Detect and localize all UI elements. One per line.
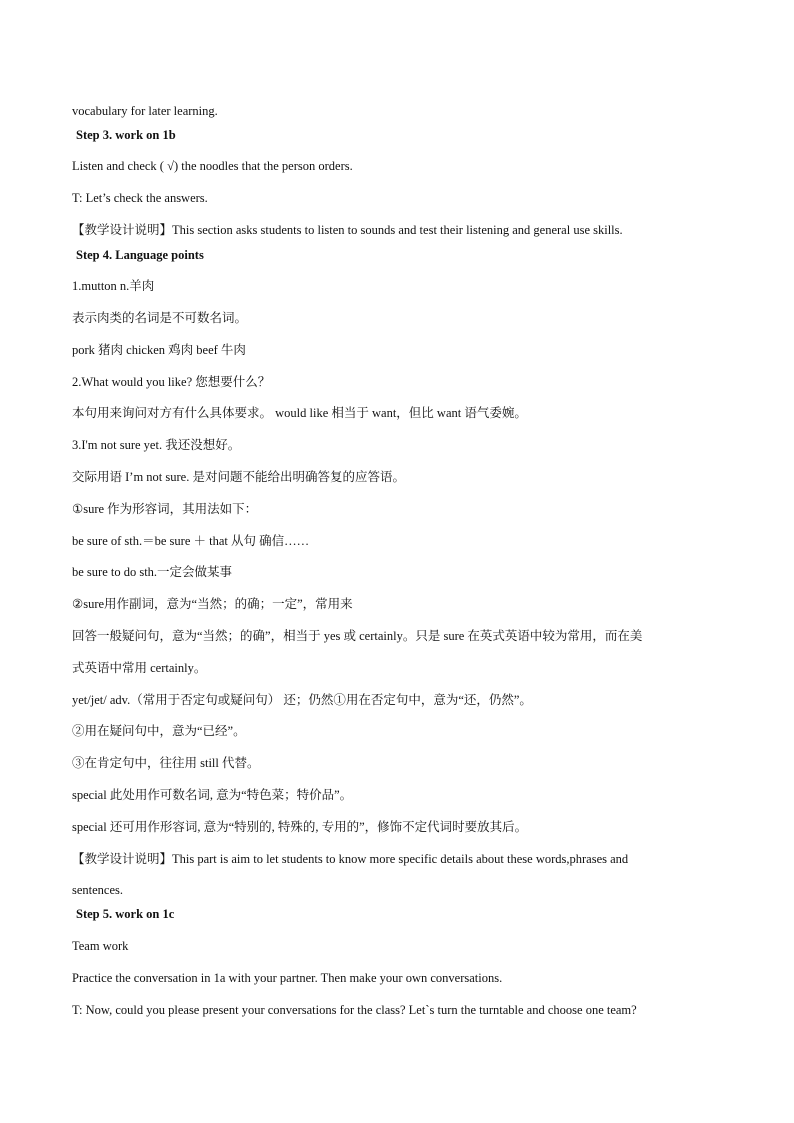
text-line: ②sure用作副词，意为“当然；的确；一定”，常用来 [72, 597, 353, 611]
text-line: ③在肯定句中，往往用 still 代替。 [72, 756, 260, 770]
text-line: ①sure 作为形容词，其用法如下： [72, 502, 258, 516]
text-line: be sure of sth.＝be sure ＋ that 从句 确信…… [72, 534, 310, 548]
text-line: T: Let’s check the answers. [72, 191, 208, 205]
section-heading: Step 4. Language points [76, 248, 204, 262]
text-line: special 此处用作可数名词, 意为“特色菜；特价品”。 [72, 788, 353, 802]
text-line: pork 猪肉 chicken 鸡肉 beef 牛肉 [72, 343, 246, 357]
text-line: special 还可用作形容词, 意为“特别的, 特殊的, 专用的”，修饰不定代词时要放其后。 [72, 820, 528, 834]
text-line: 表示肉类的名词是不可数名词。 [72, 311, 248, 325]
design-note: 【教学设计说明】This part is aim to let students to know more specific details about these words,phrases and [72, 852, 629, 866]
text-line: Practice the conversation in 1a with your partner. Then make your own conversations. [72, 971, 503, 985]
text-line: ②用在疑问句中，意为“已经”。 [72, 724, 246, 738]
text-line: Listen and check ( √) the noodles that the person orders. [72, 159, 353, 173]
section-heading: Step 5. work on 1c [76, 907, 175, 921]
text-line: sentences. [72, 883, 124, 897]
text-line: 2.What would you like? 您想要什么？ [72, 375, 271, 389]
section-heading: Step 3. work on 1b [76, 128, 176, 142]
text-line: 3.I'm not sure yet. 我还没想好。 [72, 438, 241, 452]
text-line: T: Now, could you please present your conversations for the class? Let`s turn the turntable and choose one team? [72, 1003, 637, 1017]
text-line: 式英语中常用 certainly。 [72, 661, 207, 675]
text-line: yet/jet/ adv.（常用于否定句或疑问句） 还；仍然①用在否定句中，意为“还，仍然”。 [72, 693, 532, 707]
text-line: 回答一般疑问句，意为“当然；的确”，相当于 yes 或 certainly。只是 sure 在英式英语中较为常用，而在美 [72, 629, 643, 643]
text-line: 交际用语 I’m not sure. 是对问题不能给出明确答复的应答语。 [72, 470, 405, 484]
text-line: 1.mutton n.羊肉 [72, 279, 155, 293]
text-line: vocabulary for later learning. [72, 104, 218, 118]
text-line: Team work [72, 939, 129, 953]
design-note: 【教学设计说明】This section asks students to listen to sounds and test their listening and general use skills. [72, 223, 623, 237]
text-line: be sure to do sth.一定会做某事 [72, 565, 233, 579]
text-line: 本句用来询问对方有什么具体要求。 would like 相当于 want，但比 want 语气委婉。 [72, 406, 527, 420]
